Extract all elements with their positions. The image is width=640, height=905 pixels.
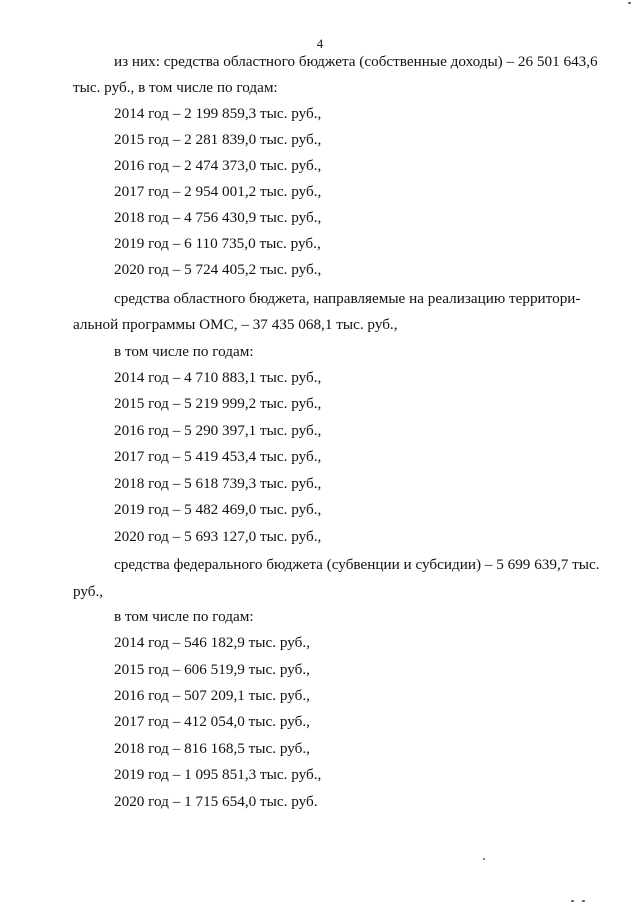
- scan-speck: [571, 900, 574, 902]
- block3-year-2018: 2018 год – 816 168,5 тыс. руб.,: [114, 740, 310, 757]
- scan-speck: [628, 2, 631, 4]
- block2-intro-line3: в том числе по годам:: [114, 343, 254, 360]
- block3-year-2015: 2015 год – 606 519,9 тыс. руб.,: [114, 661, 310, 678]
- scan-speck: [582, 900, 585, 902]
- block3-intro-line3: в том числе по годам:: [114, 608, 254, 625]
- block1-intro-line1: из них: средства областного бюджета (собственные доходы) – 26 501 643,6: [114, 53, 598, 70]
- block2-year-2014: 2014 год – 4 710 883,1 тыс. руб.,: [114, 369, 322, 386]
- block2-year-2018: 2018 год – 5 618 739,3 тыс. руб.,: [114, 475, 322, 492]
- block3-year-2016: 2016 год – 507 209,1 тыс. руб.,: [114, 687, 310, 704]
- block3-year-2019: 2019 год – 1 095 851,3 тыс. руб.,: [114, 766, 322, 783]
- block2-year-2019: 2019 год – 5 482 469,0 тыс. руб.,: [114, 501, 322, 518]
- block2-year-2016: 2016 год – 5 290 397,1 тыс. руб.,: [114, 422, 322, 439]
- scan-speck: [483, 858, 485, 860]
- block2-intro-line1: средства областного бюджета, направляемые на реализацию территори-: [114, 290, 581, 307]
- block1-year-2017: 2017 год – 2 954 001,2 тыс. руб.,: [114, 183, 322, 200]
- block2-year-2017: 2017 год – 5 419 453,4 тыс. руб.,: [114, 448, 322, 465]
- block1-year-2018: 2018 год – 4 756 430,9 тыс. руб.,: [114, 209, 322, 226]
- block1-year-2015: 2015 год – 2 281 839,0 тыс. руб.,: [114, 131, 322, 148]
- page-number: 4: [316, 36, 324, 51]
- block1-year-2019: 2019 год – 6 110 735,0 тыс. руб.,: [114, 235, 321, 252]
- block1-intro-line2: тыс. руб., в том числе по годам:: [73, 79, 278, 96]
- block3-year-2020: 2020 год – 1 715 654,0 тыс. руб.: [114, 793, 318, 810]
- block2-intro-line2: альной программы ОМС, – 37 435 068,1 тыс. руб.,: [73, 316, 398, 333]
- block3-intro-line2: руб.,: [73, 583, 104, 600]
- block2-year-2020: 2020 год – 5 693 127,0 тыс. руб.,: [114, 528, 322, 545]
- block3-year-2014: 2014 год – 546 182,9 тыс. руб.,: [114, 634, 310, 651]
- block1-year-2014: 2014 год – 2 199 859,3 тыс. руб.,: [114, 105, 322, 122]
- block1-year-2016: 2016 год – 2 474 373,0 тыс. руб.,: [114, 157, 322, 174]
- block2-year-2015: 2015 год – 5 219 999,2 тыс. руб.,: [114, 395, 322, 412]
- block1-year-2020: 2020 год – 5 724 405,2 тыс. руб.,: [114, 261, 322, 278]
- block3-year-2017: 2017 год – 412 054,0 тыс. руб.,: [114, 713, 310, 730]
- block3-intro-line1: средства федерального бюджета (субвенции и субсидии) – 5 699 639,7 тыс.: [114, 556, 600, 573]
